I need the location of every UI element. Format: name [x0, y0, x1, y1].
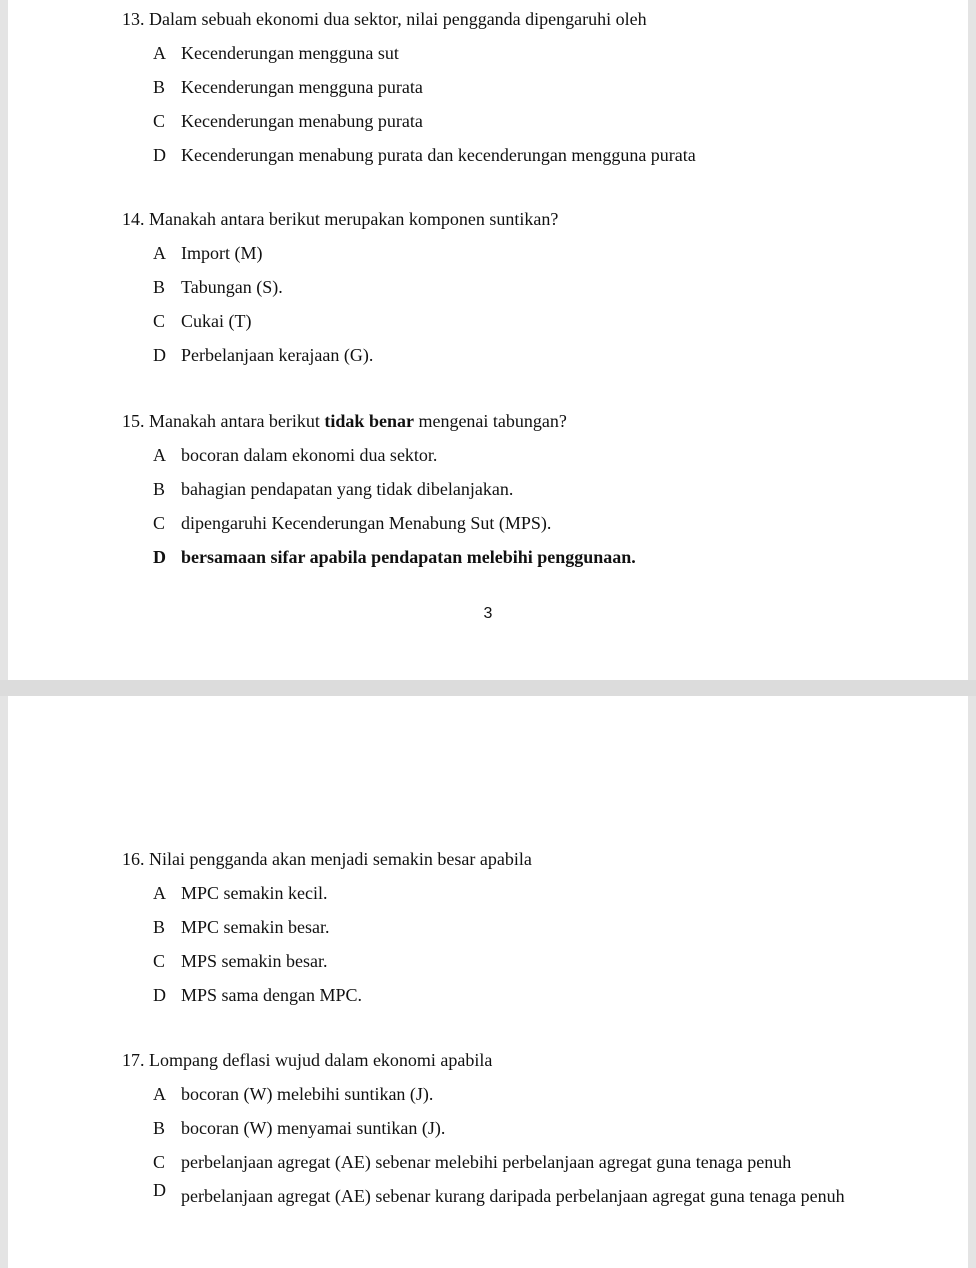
option-c[interactable] [122, 950, 922, 972]
option-d[interactable] [122, 984, 922, 1006]
option-letter: D [153, 145, 166, 165]
option-text: perbelanjaan agregat (AE) sebenar kurang daripada perbelanjaan agregat guna tenaga penuh [181, 1186, 845, 1206]
option-text: MPS sama dengan MPC. [181, 985, 363, 1005]
question-text: Dalam sebuah ekonomi dua sektor, nilai pengganda dipengaruhi oleh [149, 9, 647, 29]
option-text: MPC semakin besar. [181, 917, 330, 937]
question-17 [122, 1049, 922, 1213]
option-letter: D [153, 547, 166, 567]
option-d[interactable] [122, 144, 922, 166]
question-number: 13. [122, 9, 145, 29]
option-a[interactable] [122, 1083, 922, 1105]
option-text: dipengaruhi Kecenderungan Menabung Sut (MPS). [181, 513, 552, 533]
option-letter: A [153, 243, 166, 263]
question-number: 16. [122, 849, 145, 869]
question-15 [122, 410, 922, 568]
option-letter: B [153, 917, 166, 937]
option-text: bocoran (W) menyamai suntikan (J). [181, 1118, 446, 1138]
question-stem [122, 208, 922, 230]
option-text: Kecenderungan menabung purata [181, 111, 423, 131]
option-text: bocoran dalam ekonomi dua sektor. [181, 445, 438, 465]
question-stem [122, 410, 922, 432]
option-c[interactable] [122, 1151, 922, 1173]
option-letter: D [153, 345, 166, 365]
question-stem [122, 8, 922, 30]
option-b[interactable] [122, 916, 922, 938]
option-d[interactable] [122, 344, 922, 366]
option-c[interactable] [122, 310, 922, 332]
option-a[interactable] [122, 882, 922, 904]
option-a[interactable] [122, 444, 922, 466]
option-text: MPC semakin kecil. [181, 883, 328, 903]
question-14 [122, 208, 922, 366]
question-stem [122, 848, 922, 870]
option-text: Import (M) [181, 243, 263, 263]
question-text: Lompang deflasi wujud dalam ekonomi apabila [149, 1050, 493, 1070]
option-c[interactable] [122, 512, 922, 534]
option-letter: C [153, 1152, 166, 1172]
question-emphasis: tidak benar [324, 411, 414, 431]
option-letter: D [153, 1180, 166, 1200]
question-number: 14. [122, 209, 145, 229]
option-text: bahagian pendapatan yang tidak dibelanjakan. [181, 479, 514, 499]
page-number: 3 [483, 605, 493, 622]
question-13 [122, 8, 922, 166]
option-letter: C [153, 311, 166, 331]
option-text: perbelanjaan agregat (AE) sebenar melebihi perbelanjaan agregat guna tenaga penuh [181, 1152, 792, 1172]
option-d-answer[interactable] [122, 546, 922, 568]
option-letter: B [153, 1118, 166, 1138]
option-b[interactable] [122, 276, 922, 298]
option-letter: B [153, 77, 166, 97]
question-text: Manakah antara berikut [149, 411, 320, 431]
question-text: Nilai pengganda akan menjadi semakin besar apabila [149, 849, 532, 869]
question-16 [122, 848, 922, 1006]
question-text-end: mengenai tabungan? [418, 411, 567, 431]
option-a[interactable] [122, 42, 922, 64]
question-number: 17. [122, 1050, 145, 1070]
option-text: Kecenderungan mengguna sut [181, 43, 399, 63]
option-text: bocoran (W) melebihi suntikan (J). [181, 1084, 434, 1104]
option-c[interactable] [122, 110, 922, 132]
option-letter: C [153, 513, 166, 533]
option-text: Kecenderungan mengguna purata [181, 77, 423, 97]
option-text: Perbelanjaan kerajaan (G). [181, 345, 374, 365]
page-separator [0, 680, 976, 696]
option-a[interactable] [122, 242, 922, 264]
option-text: MPS semakin besar. [181, 951, 328, 971]
option-letter: A [153, 43, 166, 63]
option-b[interactable] [122, 1117, 922, 1139]
option-letter: B [153, 479, 166, 499]
option-letter: C [153, 111, 166, 131]
option-text: Cukai (T) [181, 311, 252, 331]
option-text: bersamaan sifar apabila pendapatan melebihi penggunaan. [181, 547, 636, 567]
option-letter: C [153, 951, 166, 971]
option-b[interactable] [122, 478, 922, 500]
option-letter: A [153, 883, 166, 903]
option-letter: D [153, 985, 166, 1005]
option-b[interactable] [122, 76, 922, 98]
option-d[interactable] [122, 1179, 922, 1213]
option-text: Kecenderungan menabung purata dan kecenderungan mengguna purata [181, 145, 696, 165]
question-number: 15. [122, 411, 145, 431]
option-letter: B [153, 277, 166, 297]
option-text: Tabungan (S). [181, 277, 283, 297]
option-letter: A [153, 1084, 166, 1104]
question-stem [122, 1049, 922, 1071]
option-letter: A [153, 445, 166, 465]
question-text: Manakah antara berikut merupakan komponen suntikan? [149, 209, 559, 229]
